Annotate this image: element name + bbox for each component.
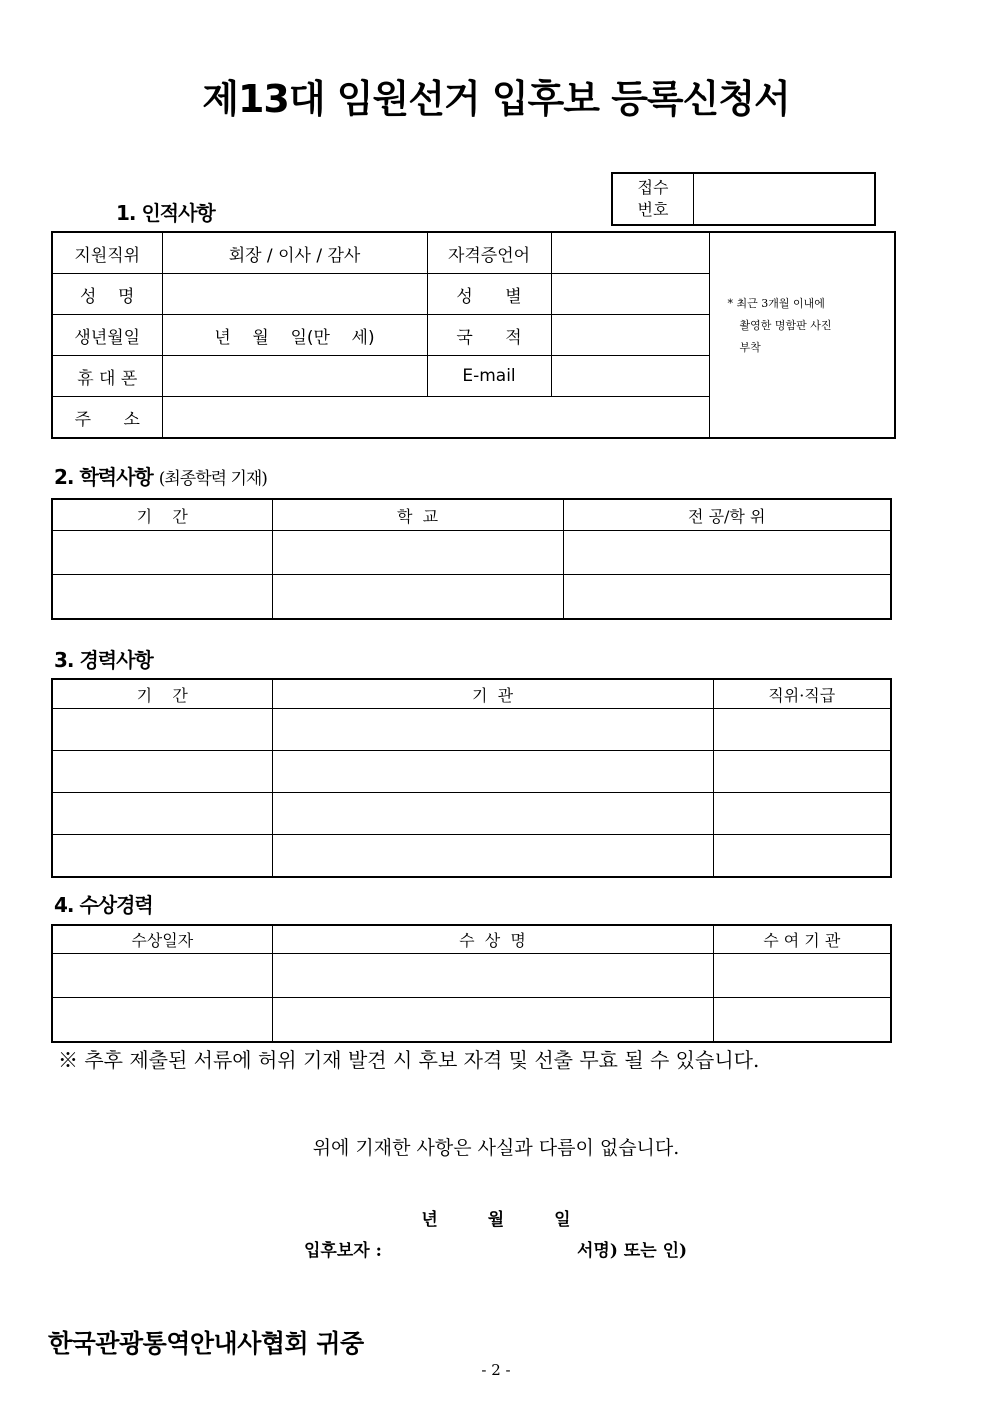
table-row	[52, 531, 891, 575]
table-row	[52, 954, 891, 998]
awards-header-date: 수상일자	[52, 925, 272, 954]
label-birthdate: 생년월일	[52, 315, 162, 356]
table-row	[52, 575, 891, 620]
career-organization-cell[interactable]	[272, 709, 713, 751]
mobile-field[interactable]	[162, 356, 427, 397]
education-table	[51, 498, 892, 620]
receipt-label-line2: 번호	[637, 200, 669, 219]
career-position-cell[interactable]	[713, 793, 891, 835]
education-major-cell[interactable]	[563, 531, 891, 575]
education-header-major: 전 공/학 위	[563, 499, 891, 531]
birthdate-field[interactable]: 년 월 일(만 세)	[162, 315, 427, 356]
awards-table	[51, 924, 892, 1043]
education-period-cell[interactable]	[52, 531, 272, 575]
label-address: 주 소	[52, 397, 162, 439]
education-header-period: 기 간	[52, 499, 272, 531]
career-header-organization: 기 관	[272, 679, 713, 709]
receipt-number-box	[611, 172, 876, 226]
table-row	[52, 998, 891, 1043]
table-row	[52, 751, 891, 793]
awards-header-name: 수 상 명	[272, 925, 713, 954]
name-field[interactable]	[162, 274, 427, 315]
award-date-cell[interactable]	[52, 998, 272, 1043]
career-period-cell[interactable]	[52, 751, 272, 793]
certified-language-field[interactable]	[551, 232, 709, 274]
page-number: - 2 -	[481, 1361, 511, 1379]
label-position: 지원직위	[52, 232, 162, 274]
nationality-field[interactable]	[551, 315, 709, 356]
photo-note-line1: * 최근 3개월 이내에	[727, 297, 825, 310]
career-position-cell[interactable]	[713, 835, 891, 878]
awards-header-issuer: 수 여 기 관	[713, 925, 891, 954]
label-name: 성 명	[52, 274, 162, 315]
table-row	[52, 835, 891, 878]
signature-or-seal: 서명) 또는 인)	[577, 1241, 688, 1261]
email-field[interactable]	[551, 356, 709, 397]
false-entry-notice: ※ 추후 제출된 서류에 허위 기재 발견 시 후보 자격 및 선출 무효 될 수 있습니다.	[58, 1048, 760, 1072]
table-row	[52, 793, 891, 835]
receipt-label	[612, 173, 694, 225]
career-table	[51, 678, 892, 878]
section2-heading	[54, 461, 267, 490]
section2-subtitle: (최종학력 기재)	[158, 469, 267, 489]
receipt-label-line1: 접수	[637, 178, 669, 197]
gender-field[interactable]	[551, 274, 709, 315]
label-email: E-mail	[427, 356, 551, 397]
career-period-cell[interactable]	[52, 835, 272, 878]
education-school-cell[interactable]	[272, 531, 563, 575]
date-year: 년	[421, 1210, 438, 1230]
career-period-cell[interactable]	[52, 709, 272, 751]
career-period-cell[interactable]	[52, 793, 272, 835]
signature-date	[0, 1205, 992, 1230]
section3-heading: 3. 경력사항	[54, 648, 153, 672]
career-organization-cell[interactable]	[272, 751, 713, 793]
career-organization-cell[interactable]	[272, 793, 713, 835]
career-header-position: 직위·직급	[713, 679, 891, 709]
photo-note-line2: 촬영한 명함판 사진	[739, 319, 832, 332]
label-gender: 성 별	[427, 274, 551, 315]
career-position-cell[interactable]	[713, 709, 891, 751]
date-month: 월	[487, 1210, 505, 1230]
award-date-cell[interactable]	[52, 954, 272, 998]
address-field[interactable]	[162, 397, 709, 439]
section1-heading: 1. 인적사항	[116, 201, 215, 225]
section4-heading: 4. 수상경력	[54, 893, 153, 917]
photo-area[interactable]	[709, 232, 895, 438]
label-nationality: 국 적	[427, 315, 551, 356]
education-header-school: 학 교	[272, 499, 563, 531]
career-position-cell[interactable]	[713, 751, 891, 793]
document-title: 제13대 임원선거 입후보 등록신청서	[202, 77, 790, 121]
award-issuer-cell[interactable]	[713, 954, 891, 998]
award-name-cell[interactable]	[272, 998, 713, 1043]
position-field[interactable]: 회장 / 이사 / 감사	[162, 232, 427, 274]
label-certified-language: 자격증언어	[427, 232, 551, 274]
candidate-signature-label: 입후보자 :	[304, 1241, 382, 1261]
education-major-cell[interactable]	[563, 575, 891, 620]
receipt-number-field[interactable]	[694, 173, 876, 225]
section2-title: 2. 학력사항	[54, 465, 153, 489]
education-period-cell[interactable]	[52, 575, 272, 620]
personal-info-table	[51, 231, 896, 439]
career-organization-cell[interactable]	[272, 835, 713, 878]
award-issuer-cell[interactable]	[713, 998, 891, 1043]
photo-note-line3: 부착	[739, 341, 761, 354]
education-school-cell[interactable]	[272, 575, 563, 620]
label-mobile: 휴 대 폰	[52, 356, 162, 397]
recipient-organization: 한국관광통역안내사협회 귀중	[48, 1329, 364, 1358]
table-row	[52, 709, 891, 751]
career-header-period: 기 간	[52, 679, 272, 709]
date-day: 일	[554, 1210, 571, 1230]
confirmation-statement: 위에 기재한 사항은 사실과 다름이 없습니다.	[312, 1137, 680, 1159]
award-name-cell[interactable]	[272, 954, 713, 998]
